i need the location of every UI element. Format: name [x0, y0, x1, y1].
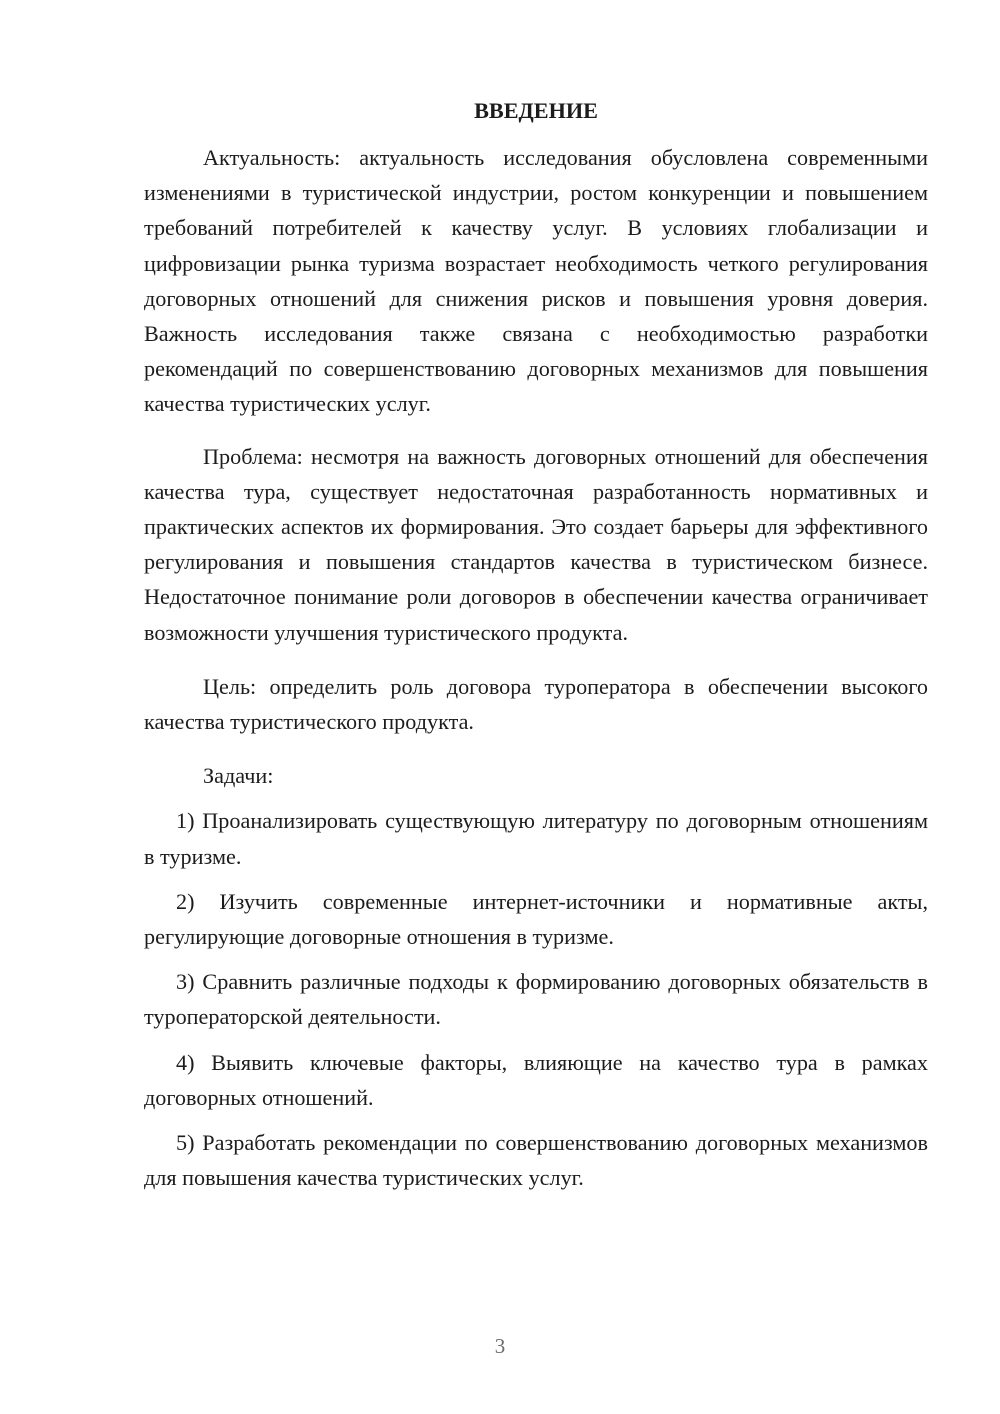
relevance-paragraph: Актуальность: актуальность исследования обусловлена современными изменениями в туристической индустрии, ростом конкуренции и повышением требований потребителей к качеству услуг. В условиях глобализации и цифровизации рынка туризма возрастает необходимость четкого регулирования договорных отношений для снижения рисков и повышения уровня доверия. Важность исследования также связана с необходимостью разработки рекомендаций по совершенствованию договорных механизмов для повышения качества туристических услуг. — [144, 145, 928, 417]
task-item-2: 2) Изучить современные интернет-источники и нормативные акты, регулирующие договорные отношения в туризме. — [144, 888, 928, 950]
task-item-5: 5) Разработать рекомендации по совершенствованию договорных механизмов для повышения качества туристических услуг. — [144, 1130, 928, 1191]
page-number: 3 — [494, 1334, 506, 1358]
task-item-4: 4) Выявить ключевые факторы, влияющие на качество тура в рамках договорных отношений. — [144, 1049, 928, 1110]
task-item-1: 1) Проанализировать существующую литературу по договорным отношениям в туризме. — [144, 808, 928, 869]
document-page — [144, 95, 928, 1195]
problem-paragraph: Проблема: несмотря на важность договорных отношений для обеспечения качества тура, существует недостаточная разработанность нормативных и практических аспектов их формирования. Это создает барьеры для эффективного регулирования и повышения стандартов качества в туристическом бизнесе. Недостаточное понимание роли договоров в обеспечении качества ограничивает возможности улучшения туристического продукта. — [144, 443, 928, 645]
section-heading: ВВЕДЕНИЕ — [474, 98, 598, 123]
goal-paragraph: Цель: определить роль договора туроператора в обеспечении высокого качества туристического продукта. — [144, 673, 928, 735]
tasks-label: Задачи: — [203, 763, 274, 789]
task-item-3: 3) Сравнить различные подходы к формированию договорных обязательств в туроператорской деятельности. — [144, 969, 928, 1030]
